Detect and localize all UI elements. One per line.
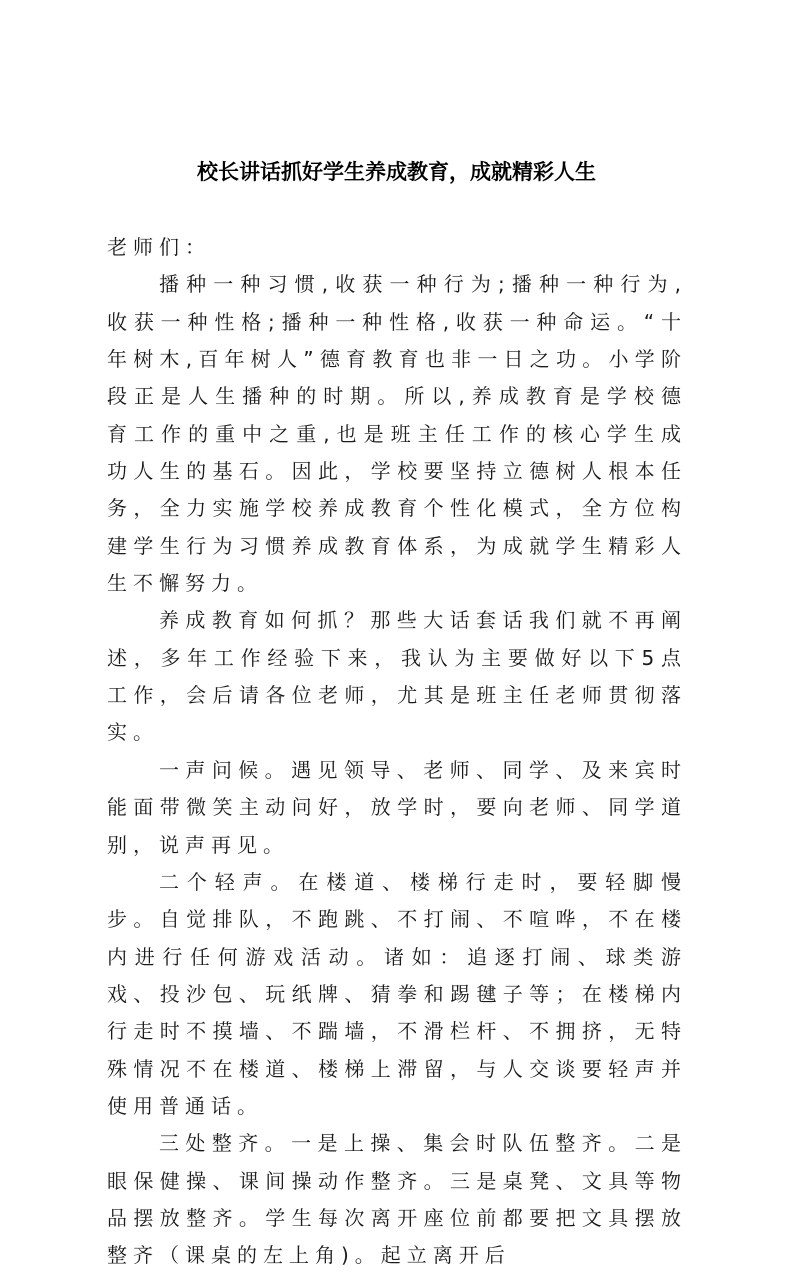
paragraph-how-to: 养成教育如何抓？那些大话套话我们就不再阐述，多年工作经验下来，我认为主要做好以下5点工作，会后请各位老师，尤其是班主任老师贯彻落实。: [107, 608, 687, 745]
document-body: [107, 229, 687, 1275]
salutation: 老师们：: [107, 235, 211, 259]
paragraph-tidy: 三处整齐。一是上操、集会时队伍整齐。二是眼保健操、课间操动作整齐。三是桌凳、文具等物品摆放整齐。学生每次离开座位前都要把文具摆放整齐（课桌的左上角)。起立离开后: [107, 1131, 687, 1268]
document-title: 校长讲话抓好学生养成教育，成就精彩人生: [197, 160, 596, 184]
paragraph-quiet: 二个轻声。在楼道、楼梯行走时，要轻脚慢步。自觉排队，不跑跳、不打闹、不喧哗，不在楼内进行任何游戏活动。诸如：追逐打闹、球类游戏、投沙包、玩纸牌、猜拳和踢毽子等；在楼梯内行走时不摸墙、不踹墙，不滑栏杆、不拥挤，无特殊情况不在楼道、楼梯上滞留，与人交谈要轻声并使用普通话。: [107, 869, 687, 1118]
paragraph-intro: 播种一种习惯,收获一种行为;播种一种行为,收获一种性格;播种一种性格,收获一种命运。“十年树木,百年树人”德育教育也非一日之功。小学阶段正是人生播种的时期。所以,养成教育是学校德育工作的重中之重,也是班主任工作的核心学生成功人生的基石。因此，学校要坚持立德树人根本任务，全力实施学校养成教育个性化模式，全方位构建学生行为习惯养成教育体系，为成就学生精彩人生不懈努力。: [107, 272, 687, 596]
paragraph-greeting: 一声问候。遇见领导、老师、同学、及来宾时能面带微笑主动问好，放学时，要向老师、同学道别，说声再见。: [107, 757, 687, 857]
